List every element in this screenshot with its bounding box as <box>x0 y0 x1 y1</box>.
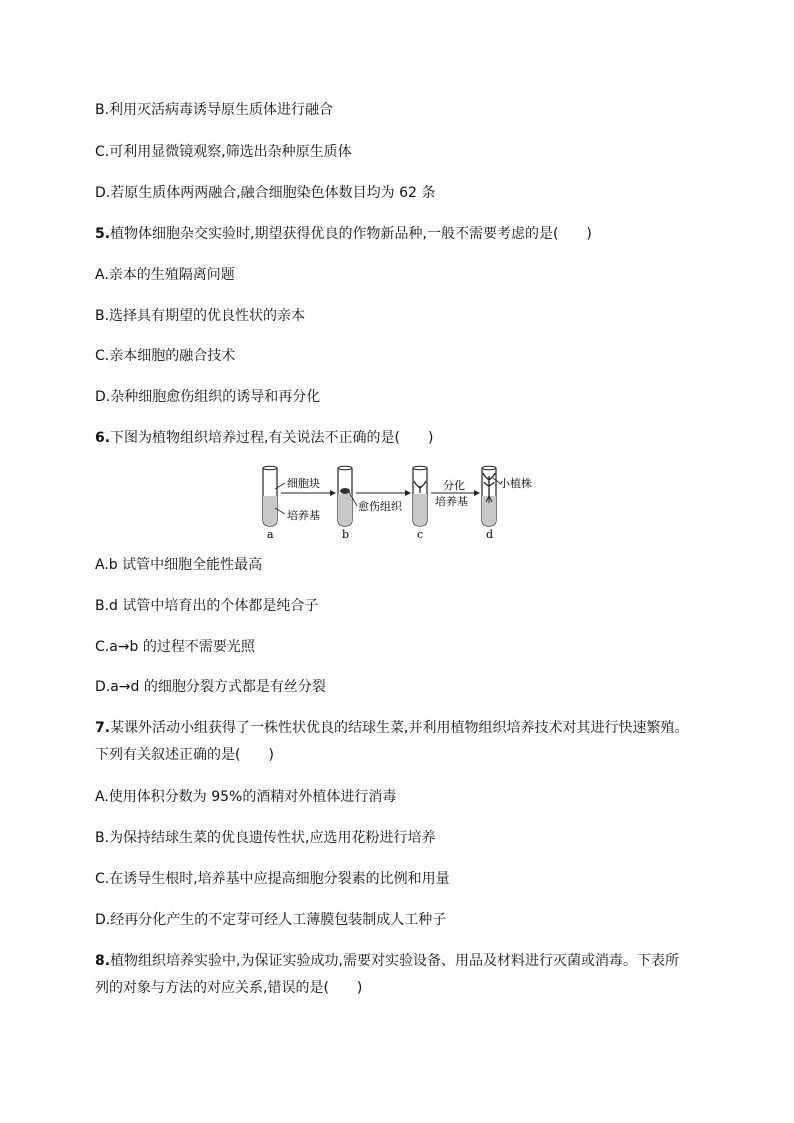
q4-option-d: D.若原生质体两两融合,融合细胞染色体数目均为 62 条 <box>95 185 436 201</box>
tube-label-c: c <box>417 528 424 541</box>
label-callus: 愈伤组织 <box>358 500 402 513</box>
q6-option-d: D.a→d 的细胞分裂方式都是有丝分裂 <box>95 679 326 695</box>
q7-option-d: D.经再分化产生的不定芽可经人工薄膜包装制成人工种子 <box>95 912 447 928</box>
test-tube-d <box>482 466 496 526</box>
q5-option-a: A.亲本的生殖隔离问题 <box>95 267 235 283</box>
test-tube-b <box>338 466 352 526</box>
test-tube-a <box>263 466 277 526</box>
q4-option-c: C.可利用显微镜观察,筛选出杂种原生质体 <box>95 144 352 160</box>
tube-label-d: d <box>486 528 494 541</box>
q7-stem-text: 某课外活动小组获得了一株性状优良的结球生菜,并利用植物组织培养技术对其进行快速繁殖。 <box>110 720 689 736</box>
q7-stem-line1 <box>95 718 689 738</box>
label-plantlet: 小植株 <box>499 477 532 490</box>
q8-stem-text: 植物组织培养实验中,为保证实验成功,需要对实验设备、用品及材料进行灭菌或消毒。下表所 <box>110 953 679 969</box>
q7-option-a: A.使用体积分数为 95%的酒精对外植体进行消毒 <box>95 789 397 805</box>
q5-option-c: C.亲本细胞的融合技术 <box>95 348 236 364</box>
q6-stem-text: 下图为植物组织培养过程,有关说法不正确的是( ) <box>110 430 434 446</box>
tube-label-a: a <box>267 528 274 541</box>
q5-stem <box>95 224 592 244</box>
q5-number: 5. <box>95 226 111 242</box>
q7-option-c: C.在诱导生根时,培养基中应提高细胞分裂素的比例和用量 <box>95 871 450 887</box>
tissue-culture-diagram <box>255 462 535 542</box>
q8-number: 8. <box>95 953 111 969</box>
q5-option-b: B.选择具有期望的优良性状的亲本 <box>95 308 306 324</box>
q6-option-b: B.d 试管中培育出的个体都是纯合子 <box>95 598 319 614</box>
q5-option-d: D.杂种细胞愈伤组织的诱导和再分化 <box>95 389 321 405</box>
label-medium-a: 培养基 <box>287 509 320 522</box>
test-tube-c <box>413 466 427 526</box>
q8-stem-line2: 列的对象与方法的对应关系,错误的是( ) <box>95 980 363 996</box>
q7-option-b: B.为保持结球生菜的优良遗传性状,应选用花粉进行培养 <box>95 830 436 846</box>
label-medium-c: 培养基 <box>435 495 468 508</box>
q6-option-a: A.b 试管中细胞全能性最高 <box>95 557 263 573</box>
q5-stem-text: 植物体细胞杂交实验时,期望获得优良的作物新品种,一般不需要考虑的是( ) <box>110 226 592 242</box>
q8-stem-line1 <box>95 951 679 971</box>
label-differentiation: 分化 <box>443 479 465 492</box>
q6-option-c: C.a→b 的过程不需要光照 <box>95 639 255 655</box>
label-cell-block: 细胞块 <box>287 477 320 490</box>
q4-option-b: B.利用灭活病毒诱导原生质体进行融合 <box>95 102 334 118</box>
tissue-culture-svg <box>255 462 535 542</box>
q6-number: 6. <box>95 430 111 446</box>
tube-label-b: b <box>342 528 350 541</box>
q7-number: 7. <box>95 720 111 736</box>
q7-stem-line2: 下列有关叙述正确的是( ) <box>95 747 274 763</box>
q6-stem <box>95 428 433 448</box>
